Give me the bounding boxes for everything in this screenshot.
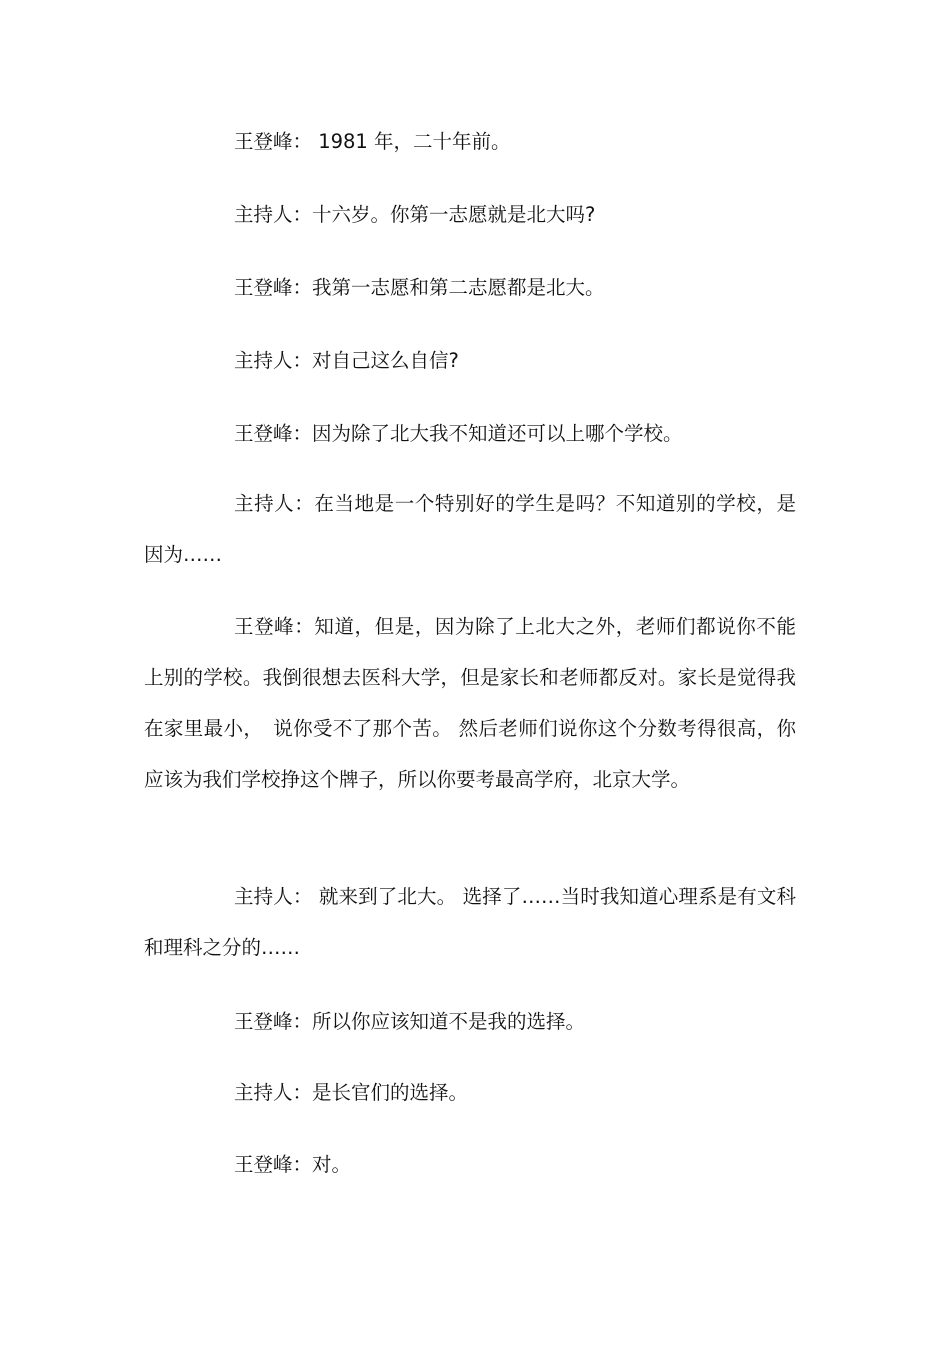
dialogue-line-5 (144, 408, 796, 459)
speaker-label: 王登峰： (234, 1010, 313, 1033)
speaker-label: 主持人： (234, 885, 313, 908)
speaker-label: 王登峰： (234, 276, 313, 299)
dialogue-text: 我第一志愿和第二志愿都是北大。 (312, 276, 605, 299)
dialogue-line-10 (144, 1067, 796, 1118)
dialogue-line-9 (144, 996, 796, 1047)
dialogue-text: 知道，但是，因为除了上北大之外，老师们都说你不能上别的学校。我倒很想去医科大学，但是家长和老师都反对。家长是觉得我在家里最小， 说你受不了那个苦。 然后老师们说你这个分数考得很高，你应该为我们学校挣这个牌子，所以你要考最高学府，北京大学。 (144, 615, 796, 791)
speaker-label: 王登峰： (234, 1153, 313, 1176)
speaker-label: 王登峰： (234, 615, 315, 638)
dialogue-text: 因为除了北大我不知道还可以上哪个学校。 (312, 422, 683, 445)
dialogue-line-2 (144, 189, 796, 240)
dialogue-text: 就来到了北大。 选择了……当时我知道心理系是有文科和理科之分的…… (144, 885, 796, 959)
speaker-label: 主持人： (234, 203, 313, 226)
dialogue-text: 十六岁。你第一志愿就是北大吗? (312, 203, 596, 226)
dialogue-text: 对。 (312, 1153, 352, 1176)
dialogue-text: 对自己这么自信? (312, 349, 459, 372)
dialogue-line-4 (144, 335, 796, 386)
speaker-label: 主持人： (234, 492, 315, 515)
dialogue-text: 是长官们的选择。 (312, 1081, 469, 1104)
speaker-label: 主持人： (234, 1081, 313, 1104)
speaker-label: 主持人： (234, 349, 313, 372)
dialogue-text: 1981 年，二十年前。 (312, 130, 511, 153)
dialogue-line-8 (144, 871, 796, 973)
dialogue-line-3 (144, 262, 796, 313)
dialogue-line-1 (144, 116, 796, 167)
dialogue-text: 所以你应该知道不是我的选择。 (312, 1010, 586, 1033)
dialogue-line-7 (144, 601, 796, 805)
dialogue-text: 在当地是一个特别好的学生是吗？不知道别的学校，是因为…… (144, 492, 796, 566)
speaker-label: 王登峰： (234, 130, 313, 153)
speaker-label: 王登峰： (234, 422, 313, 445)
dialogue-line-11 (144, 1139, 796, 1190)
dialogue-line-6 (144, 478, 796, 580)
